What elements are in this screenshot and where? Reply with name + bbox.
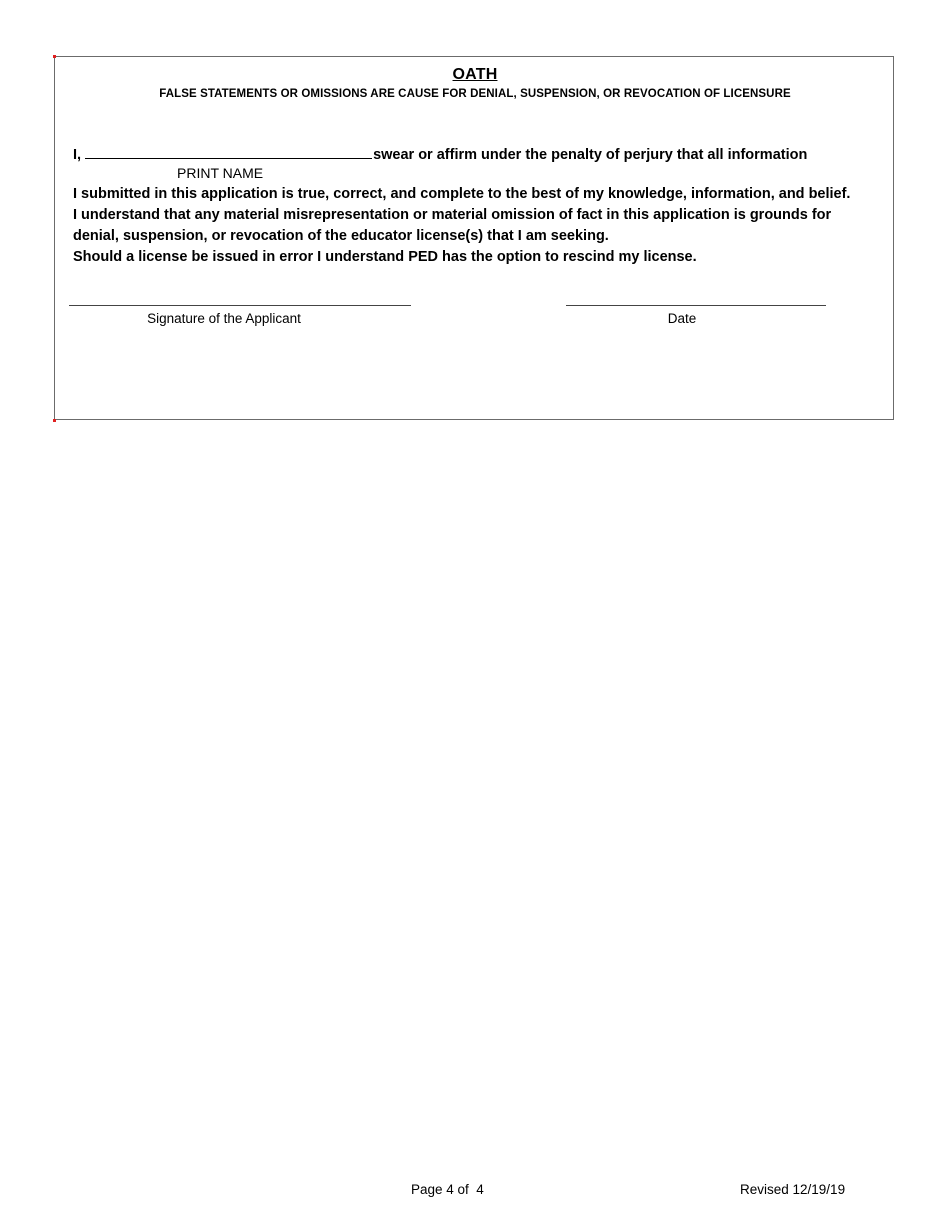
signature-label: Signature of the Applicant — [147, 311, 301, 326]
oath-paragraph-line: Should a license be issued in error I understand PED has the option to rescind my license. — [73, 249, 697, 265]
oath-paragraph — [73, 184, 888, 268]
oath-paragraph-line: denial, suspension, or revocation of the educator license(s) that I am seeking. — [73, 228, 609, 244]
date-field[interactable] — [566, 305, 826, 306]
corner-marker — [53, 419, 56, 422]
oath-statement-line — [73, 144, 807, 163]
revision-date: Revised 12/19/19 — [740, 1182, 846, 1197]
page-number: Page 4 of 4 — [411, 1182, 484, 1197]
corner-marker — [53, 55, 56, 58]
oath-paragraph-line: I understand that any material misrepresentation or material omission of fact in this application is grounds for — [73, 207, 832, 223]
print-name-label: PRINT NAME — [177, 165, 264, 181]
date-label: Date — [667, 311, 697, 326]
oath-line-prefix: I, — [73, 147, 82, 163]
oath-line-suffix: swear or affirm under the penalty of perjury that all information — [373, 147, 808, 163]
print-name-field[interactable] — [85, 144, 372, 159]
oath-subtitle: FALSE STATEMENTS OR OMISSIONS ARE CAUSE FOR DENIAL, SUSPENSION, OR REVOCATION OF LICENSURE — [159, 88, 791, 100]
oath-paragraph-line: I submitted in this application is true, correct, and complete to the best of my knowledge, information, and belief. — [73, 186, 851, 202]
oath-title: OATH — [452, 66, 498, 83]
signature-field[interactable] — [69, 305, 411, 306]
